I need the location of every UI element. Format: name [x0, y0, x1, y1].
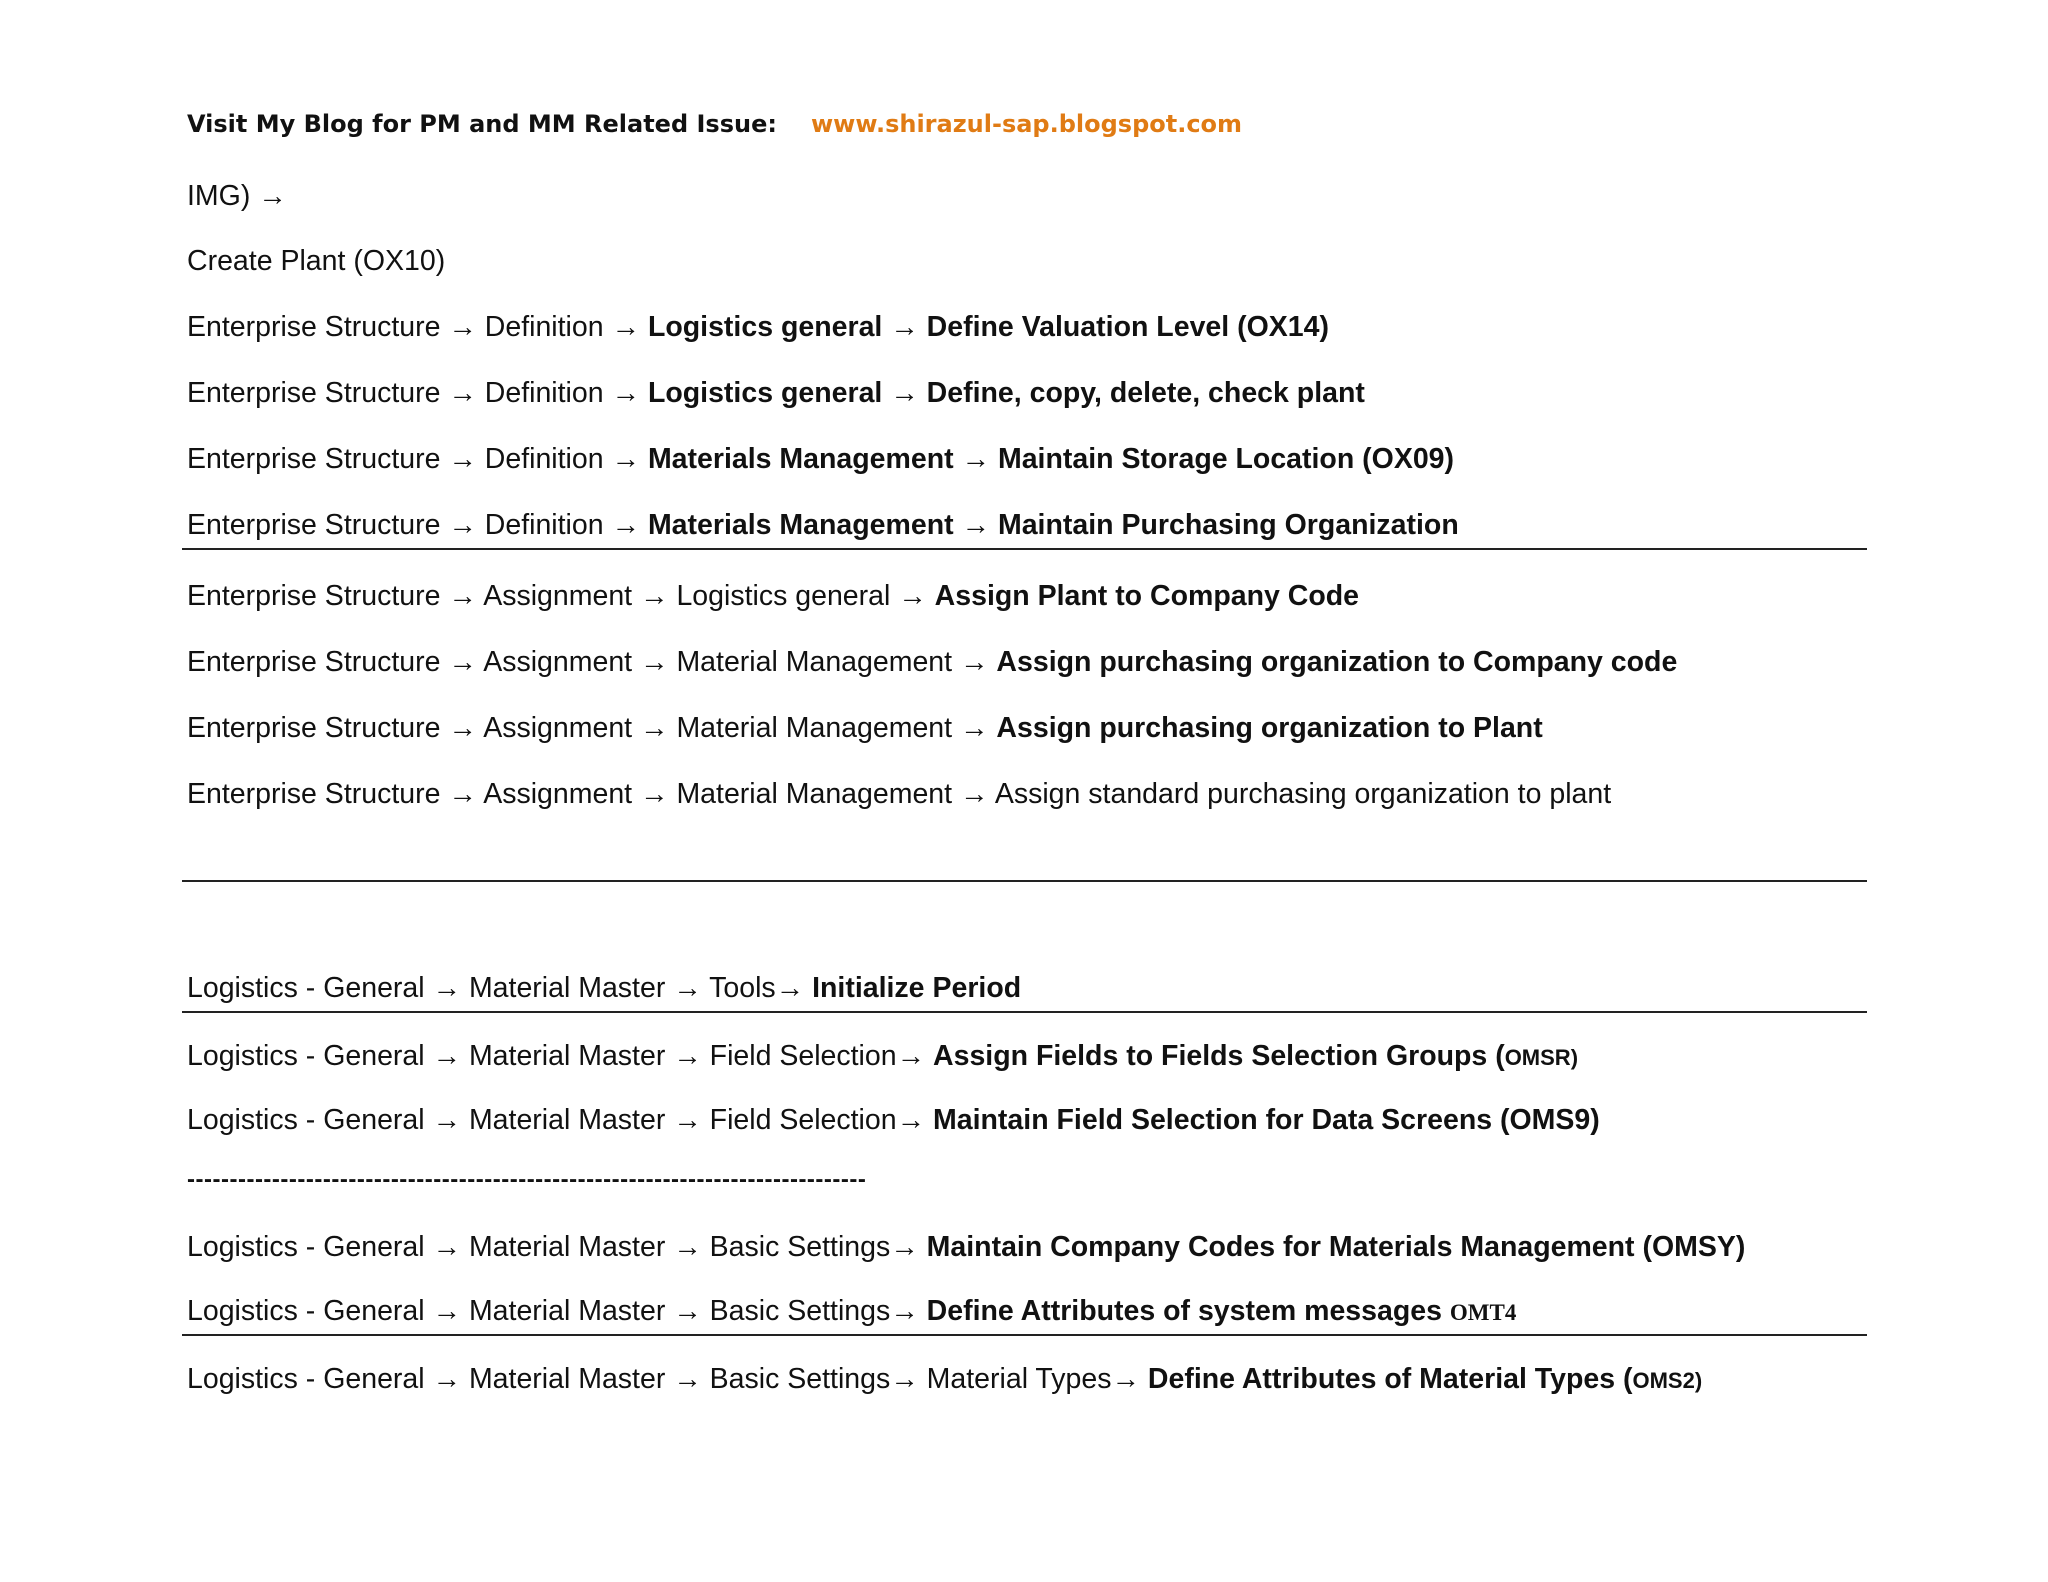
transaction-code: OMT4	[1449, 1300, 1517, 1325]
divider-3	[182, 1011, 1867, 1013]
assign-fields-groups-line	[187, 1038, 1578, 1076]
create-plant-text: Create Plant (OX10)	[187, 245, 446, 277]
divider-4	[182, 1334, 1867, 1336]
define-system-messages-line	[187, 1293, 1516, 1331]
path-emphasis: Define Attributes of system messages	[926, 1295, 1450, 1327]
maintain-field-selection-line	[187, 1102, 1600, 1138]
maintain-purchasing-org-line	[187, 507, 1459, 543]
assign-porg-company-line	[187, 644, 1677, 680]
path-prefix: Enterprise Structure → Assignment → Material Management →	[187, 646, 997, 678]
path-emphasis: Define Attributes of Material Types (	[1147, 1363, 1633, 1395]
assign-plant-company-line	[187, 578, 1359, 614]
path-prefix: Enterprise Structure → Definition →	[187, 509, 648, 541]
path-text: Enterprise Structure → Assignment → Material Management → Assign standard purchasing organization to plant	[187, 778, 1612, 810]
assign-porg-plant-line	[187, 710, 1543, 746]
path-prefix: Enterprise Structure → Assignment → Logistics general →	[187, 580, 935, 612]
path-prefix: Logistics - General → Material Master → Tools→	[187, 972, 813, 1004]
path-prefix: Enterprise Structure → Definition →	[187, 311, 648, 343]
maintain-storage-location-line	[187, 441, 1454, 477]
path-emphasis: Materials Management → Maintain Purchasing Organization	[647, 509, 1459, 541]
path-emphasis: Maintain Field Selection for Data Screens (OMS9)	[933, 1104, 1600, 1136]
path-emphasis: Assign Plant to Company Code	[934, 580, 1360, 612]
create-plant-line	[187, 243, 445, 279]
path-emphasis: Assign purchasing organization to Company code	[996, 646, 1678, 678]
path-prefix: Logistics - General → Material Master → Basic Settings→	[187, 1231, 927, 1263]
img-text: IMG) →	[187, 180, 287, 212]
path-prefix: Logistics - General → Material Master → Field Selection→	[187, 1040, 934, 1072]
maintain-company-codes-line	[187, 1229, 1745, 1265]
path-prefix: Logistics - General → Material Master → Basic Settings→ Material Types→	[187, 1363, 1148, 1395]
path-prefix: Logistics - General → Material Master → Field Selection→	[187, 1104, 934, 1136]
transaction-code: OMS2)	[1632, 1368, 1703, 1393]
define-valuation-level-line	[187, 309, 1329, 345]
path-prefix: Enterprise Structure → Assignment → Material Management →	[187, 712, 997, 744]
path-emphasis: Logistics general → Define, copy, delete, check plant	[647, 377, 1365, 409]
define-plant-line	[187, 375, 1365, 411]
blog-url-link[interactable]: www.shirazul-sap.blogspot.com	[810, 110, 1243, 138]
assign-standard-porg-line	[187, 776, 1611, 812]
divider-1	[182, 548, 1867, 550]
path-emphasis: Assign Fields to Fields Selection Groups (	[933, 1040, 1505, 1072]
blog-label: Visit My Blog for PM and MM Related Issue:	[187, 110, 777, 138]
path-emphasis: Maintain Storage Location (OX09)	[997, 443, 1455, 475]
initialize-period-line	[187, 970, 1021, 1006]
define-material-types-line	[187, 1361, 1702, 1399]
path-emphasis: Initialize Period	[812, 972, 1022, 1004]
blog-header	[187, 110, 1242, 138]
path-emphasis: Assign purchasing organization to Plant	[996, 712, 1543, 744]
path-emphasis: Materials Management	[647, 443, 954, 475]
transaction-code: OMSR)	[1504, 1045, 1579, 1070]
path-emphasis: Maintain Company Codes for Materials Management (OMSY)	[926, 1231, 1746, 1263]
path-prefix: Enterprise Structure → Definition →	[187, 443, 648, 475]
dashed-separator: --------------------------------------------------------------------------------	[187, 1166, 867, 1193]
path-prefix: Enterprise Structure → Definition →	[187, 377, 648, 409]
path-arrow: →	[953, 443, 998, 475]
path-prefix: Logistics - General → Material Master → Basic Settings→	[187, 1295, 927, 1327]
divider-2	[182, 880, 1867, 882]
img-path-line	[187, 178, 287, 214]
path-emphasis: Logistics general → Define Valuation Level (OX14)	[647, 311, 1329, 343]
